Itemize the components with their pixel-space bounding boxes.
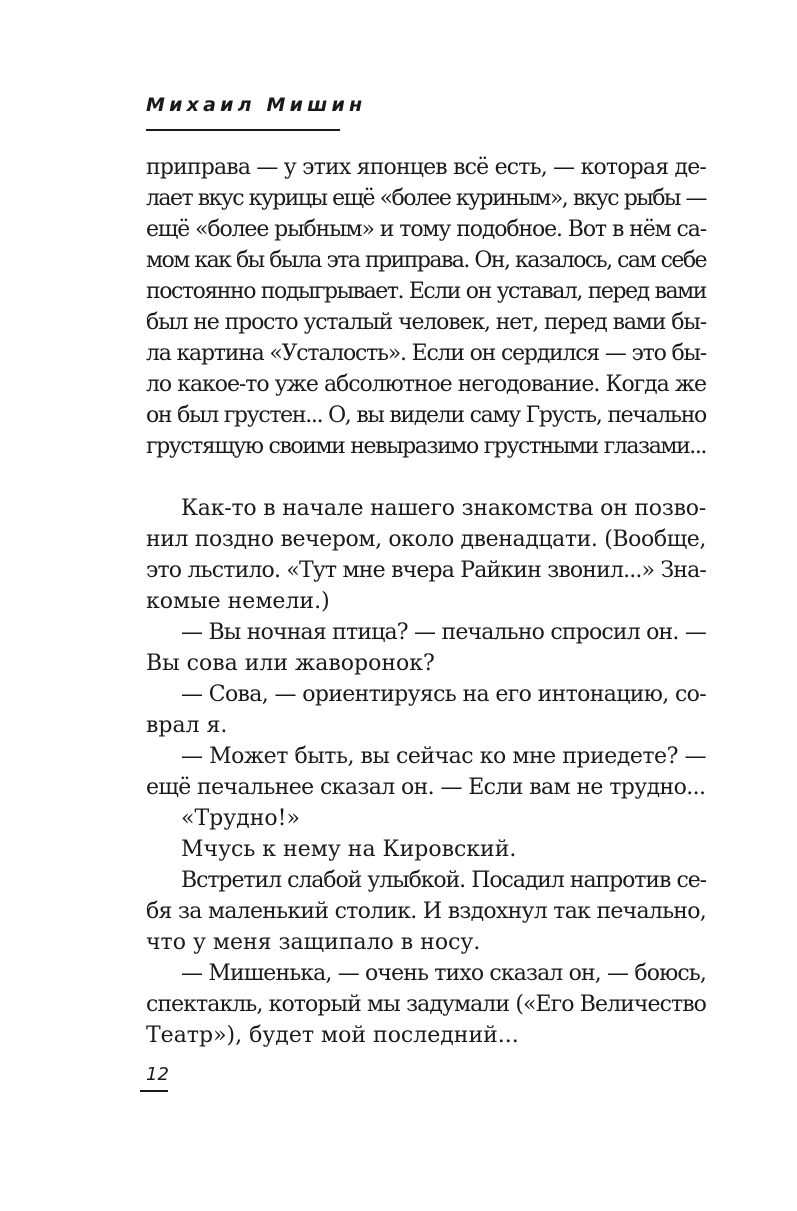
page-footer — [140, 1064, 168, 1092]
text-line: нил поздно вечером, около двенадцати. (Вообще, — [146, 527, 706, 552]
text-line: это льстило. «Тут мне вчера Райкин звонил...» Зна- — [146, 558, 706, 583]
text-line: Театр»), будет мой последний... — [146, 1023, 519, 1048]
text-line: приправа — у этих японцев всё есть, — которая де- — [146, 155, 706, 180]
paragraph — [146, 617, 706, 679]
header-rule — [146, 129, 340, 131]
section-break — [146, 462, 706, 493]
text-line: ещё печальнее сказал он. — Если вам не трудно... — [146, 775, 706, 800]
text-line: ла картина «Усталость». Если он сердился — это бы- — [146, 341, 706, 366]
text-line: спектакль, который мы задумали («Его Величество — [146, 992, 706, 1017]
paragraph — [146, 865, 706, 958]
text-line: что у меня защипало в носу. — [146, 930, 481, 955]
text-line: комые немели.) — [146, 589, 330, 614]
text-line: «Трудно!» — [181, 806, 300, 831]
text-line: ло какое-то уже абсолютное негодование. Когда же — [146, 372, 706, 397]
running-header — [146, 93, 367, 131]
text-line: постоянно подыгрывает. Если он уставал, перед вами — [146, 279, 706, 304]
text-line: — Сова, — ориентируясь на его интонацию, со- — [181, 682, 706, 707]
running-head-author: Михаил Мишин — [146, 94, 367, 116]
text-line: он был грустен... О, вы видели саму Грусть, печально — [146, 403, 706, 428]
paragraph — [146, 958, 706, 1051]
text-line: — Мишенька, — очень тихо сказал он, — боюсь, — [181, 961, 706, 986]
text-line: Встретил слабой улыбкой. Посадил напротив се- — [181, 868, 706, 893]
text-line: — Может быть, вы сейчас ко мне приедете? — — [181, 744, 706, 769]
text-line: врал я. — [146, 713, 228, 738]
body-text — [146, 152, 706, 1051]
footer-rule — [140, 1090, 168, 1092]
text-line: ещё «более рыбным» и тому подобное. Вот в нём са- — [146, 217, 706, 242]
text-line: мом как бы была эта приправа. Он, казалось, сам себе — [146, 248, 706, 273]
text-line: Как-то в начале нашего знакомства он позво- — [181, 496, 706, 521]
text-line: бя за маленький столик. И вздохнул так печально, — [146, 899, 706, 924]
text-line: — Вы ночная птица? — печально спросил он. — — [181, 620, 706, 645]
paragraph — [146, 152, 706, 462]
text-line: был не просто усталый человек, нет, перед вами бы- — [146, 310, 706, 335]
page-number: 12 — [146, 1064, 169, 1085]
paragraph — [146, 834, 706, 865]
paragraph — [146, 679, 706, 741]
paragraph — [146, 803, 706, 834]
text-line: лает вкус курицы ещё «более куриным», вкус рыбы — — [146, 186, 706, 211]
text-line: Мчусь к нему на Кировский. — [181, 837, 517, 862]
text-line: Вы сова или жаворонок? — [146, 651, 435, 676]
paragraph — [146, 741, 706, 803]
text-line: грустящую своими невыразимо грустными глазами... — [146, 434, 706, 459]
paragraph — [146, 493, 706, 617]
